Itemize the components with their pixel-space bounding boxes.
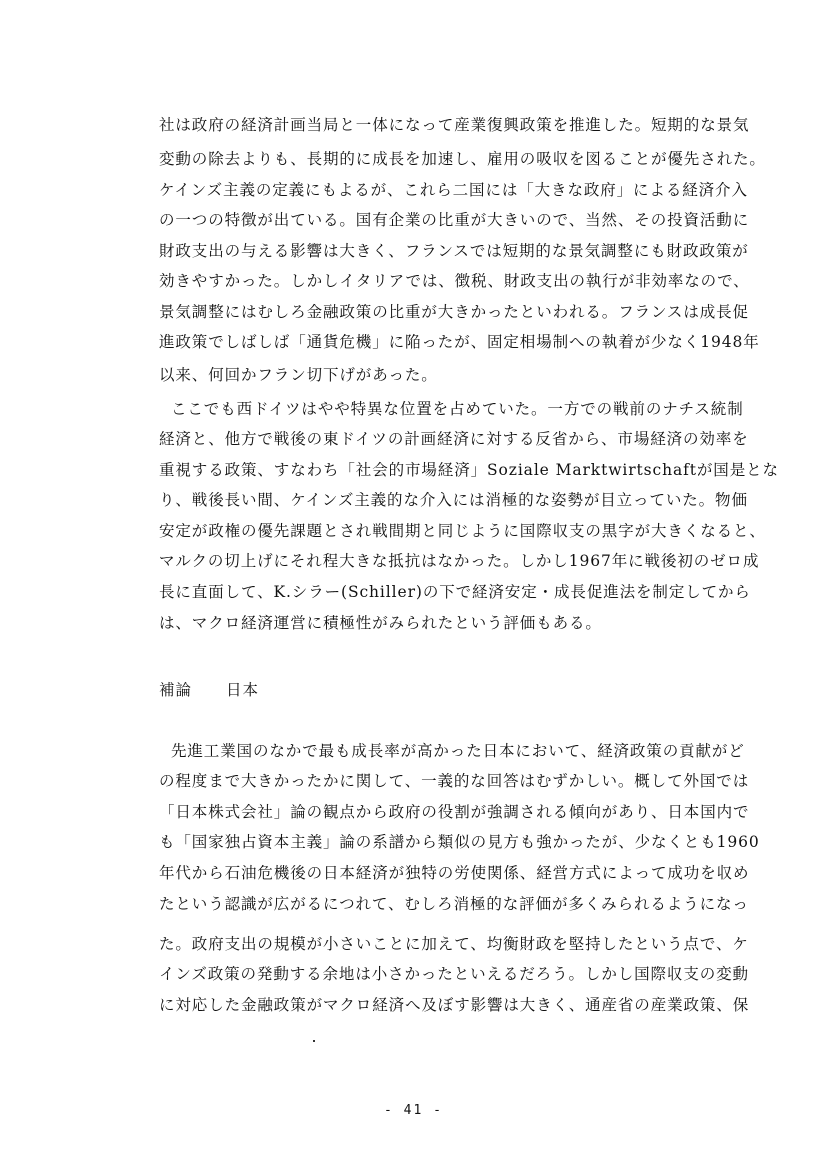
text-line: 年代から石油危機後の日本経済が独特の労使関係、経営方式によって成功を収め: [159, 864, 750, 882]
text-line: 変動の除去よりも、長期的に成長を加速し、雇用の吸収を図ることが優先された。: [159, 150, 766, 168]
section-title: 日本: [226, 681, 260, 699]
text-line: 財政支出の与える影響は大きく、フランスでは短期的な景気調整にも財政政策が: [159, 242, 749, 260]
stray-mark: [313, 1040, 315, 1042]
text-line: 進政策でしばしば「通貨危機」に陥ったが、固定相場制への執着が少なく1948年: [159, 333, 760, 351]
text-line: マルクの切上げにそれ程大きな抵抗はなかった。しかし1967年に戦後初のゼロ成: [159, 552, 760, 570]
text-line: た。政府支出の規模が小さいことに加えて、均衡財政を堅持したという点で、ケ: [159, 935, 749, 953]
text-line: 以来、何回かフラン切下げがあった。: [159, 366, 438, 384]
text-line: 安定が政権の優先課題とされ戦間期と同じように国際収支の黒字が大きくなると、: [159, 522, 766, 540]
text-line: の一つの特徴が出ている。国有企業の比重が大きいので、当然、その投資活動に: [159, 211, 750, 229]
text-line: ケインズ主義の定義にもよるが、これら二国には「大きな政府」による経済介入: [159, 181, 748, 199]
text-line: たという認識が広がるにつれて、むしろ消極的な評価が多くみられるようになっ: [159, 895, 749, 913]
page-number: - 41 -: [384, 1103, 443, 1118]
text-line: も「国家独占資本主義」論の系譜から類似の見方も強かったが、少なくとも1960: [159, 833, 760, 851]
text-line: 効きやすかった。しかしイタリアでは、徴税、財政支出の執行が非効率なので、: [159, 272, 750, 290]
text-line: 長に直面して、K.シラー(Schiller)の下で経済安定・成長促進法を制定してから: [159, 583, 751, 601]
section-label: 補論: [159, 681, 193, 699]
text-line: 経済と、他方で戦後の東ドイツの計画経済に対する反省から、市場経済の効率を: [159, 430, 749, 448]
text-line: に対応した金融政策がマクロ経済へ及ぼす影響は大きく、通産省の産業政策、保: [159, 996, 750, 1014]
text-line: インズ政策の発動する余地は小さかったといえるだろう。しかし国際収支の変動: [159, 965, 749, 983]
text-line: 社は政府の経済計画当局と一体になって産業復興政策を推進した。短期的な景気: [159, 116, 750, 134]
text-line: ここでも西ドイツはやや特異な位置を占めていた。一方での戦前のナチス統制: [171, 400, 744, 418]
text-line: り、戦後長い間、ケインズ主義的な介入には消極的な姿勢が目立っていた。物価: [159, 491, 748, 509]
text-line: 「日本株式会社」論の観点から政府の役割が強調される傾向があり、日本国内で: [159, 803, 750, 821]
text-line: の程度まで大きかったかに関して、一義的な回答はむずかしい。概して外国では: [159, 772, 750, 790]
text-line: 先進工業国のなかで最も成長率が高かった日本において、経済政策の貢献がど: [171, 742, 745, 760]
text-line: は、マクロ経済運営に積極性がみられたという評価もある。: [159, 614, 602, 632]
text-line: 景気調整にはむしろ金融政策の比重が大きかったといわれる。フランスは成長促: [159, 303, 749, 321]
section-heading: [159, 680, 259, 700]
text-line: 重視する政策、すなわち「社会的市場経済」Soziale Marktwirtschaftが国是とな: [159, 461, 779, 479]
